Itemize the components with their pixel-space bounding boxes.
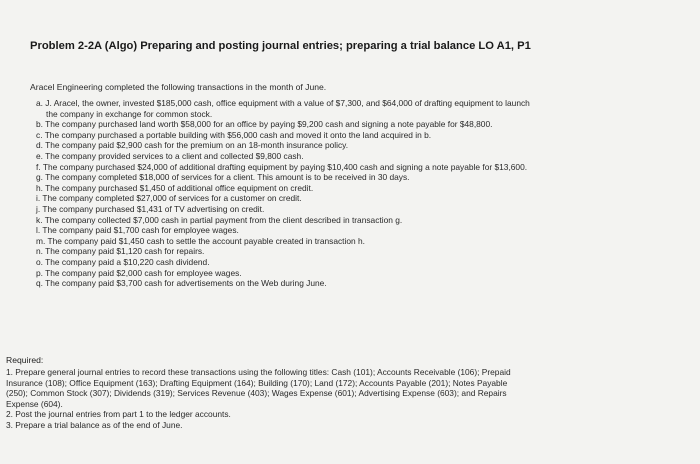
transaction-text: c. The company purchased a portable building with $56,000 cash and moved it onto the land acquired in b. [36, 129, 432, 140]
transaction-i [36, 193, 686, 204]
required-item-3 [6, 420, 691, 431]
required-list [6, 367, 691, 430]
transaction-text: b. The company purchased land worth $58,000 for an office by paying $9,200 cash and signing a note payable for $48,800. [36, 119, 493, 130]
transaction-text: e. The company provided services to a client and collected $9,800 cash. [36, 150, 304, 161]
transaction-text: p. The company paid $2,000 cash for employee wages. [36, 267, 242, 278]
transaction-k [36, 215, 686, 226]
problem-title: Problem 2-2A (Algo) Preparing and posting journal entries; preparing a trial balance LO A1, P1 [30, 40, 531, 52]
transaction-text: h. The company purchased $1,450 of additional office equipment on credit. [36, 182, 314, 193]
required-text: 2. Post the journal entries from part 1 to the ledger accounts. [6, 409, 231, 419]
transaction-n [36, 246, 686, 257]
transaction-text: i. The company completed $27,000 of services for a customer on credit. [36, 193, 302, 204]
transaction-l [36, 225, 686, 236]
transaction-text-continued: the company in exchange for common stock. [46, 108, 213, 119]
transaction-text: a. J. Aracel, the owner, invested $185,000 cash, office equipment with a value of $7,300, and $64,000 of drafting equipment to launch [36, 98, 530, 108]
transaction-h [36, 183, 686, 194]
required-text-continued: (250); Common Stock (307); Dividends (319); Services Revenue (403); Wages Expense (601); Advertising Expense (603); and Repairs [6, 388, 507, 398]
transaction-c [36, 130, 686, 141]
transaction-text: q. The company paid $3,700 cash for advertisements on the Web during June. [36, 278, 327, 289]
transaction-text: n. The company paid $1,120 cash for repairs. [36, 246, 205, 257]
required-text-continued: Expense (604). [6, 398, 63, 409]
transaction-p [36, 268, 686, 279]
transaction-text: m. The company paid $1,450 cash to settle the account payable created in transaction h. [36, 235, 366, 246]
required-text: 3. Prepare a trial balance as of the end of June. [6, 419, 183, 430]
transaction-text: j. The company purchased $1,431 of TV advertising on credit. [36, 203, 265, 214]
problem-intro: Aracel Engineering completed the following transactions in the month of June. [30, 82, 327, 92]
transaction-e [36, 151, 686, 162]
transaction-g [36, 172, 686, 183]
transaction-f [36, 162, 686, 173]
required-text-continued: Insurance (108); Office Equipment (163); Drafting Equipment (164); Building (170); Land (172); Accounts Payable (201); Notes Payable [6, 377, 508, 388]
transaction-a [36, 98, 686, 119]
transaction-o [36, 257, 686, 268]
transaction-q [36, 278, 686, 289]
transaction-text: k. The company collected $7,000 cash in partial payment from the client described in transaction g. [36, 214, 403, 225]
required-heading: Required: [6, 355, 44, 365]
transaction-text: g. The company completed $18,000 of services for a client. This amount is to be received in 30 days. [36, 172, 410, 183]
transaction-text: o. The company paid a $10,220 cash dividend. [36, 256, 210, 267]
required-text: 1. Prepare general journal entries to record these transactions using the following titles: Cash (101); Accounts Receivable (106); Prepaid [6, 367, 511, 377]
transaction-text: d. The company paid $2,900 cash for the premium on an 18-month insurance policy. [36, 140, 349, 151]
transaction-list [36, 98, 686, 289]
transaction-b [36, 119, 686, 130]
transaction-text: f. The company purchased $24,000 of additional drafting equipment by paying $10,400 cash and signing a note payable for $13,600. [36, 161, 528, 172]
transaction-j [36, 204, 686, 215]
required-item-2 [6, 409, 691, 420]
transaction-m [36, 236, 686, 247]
transaction-d [36, 140, 686, 151]
transaction-text: l. The company paid $1,700 cash for employee wages. [36, 225, 239, 236]
required-item-1 [6, 367, 691, 409]
